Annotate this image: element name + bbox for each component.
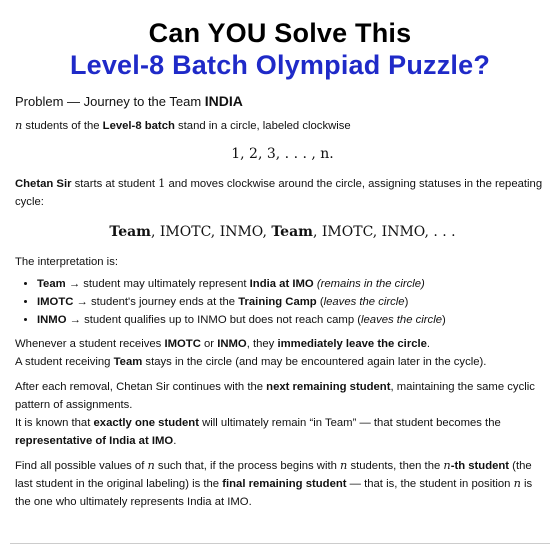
- text-italic: leaves the circle: [361, 314, 442, 326]
- known-fact: [15, 414, 550, 450]
- text: → student's journey ends at the: [73, 296, 239, 308]
- text: , they: [246, 338, 278, 350]
- text: stand in a circle, labeled clockwise: [174, 120, 351, 132]
- text: (the last student in the original labeling) is the: [15, 460, 532, 490]
- text: , maintaining the same cyclic pattern of assignments.: [15, 381, 535, 411]
- status-inmo: INMO: [37, 314, 67, 326]
- removal-rule: [15, 335, 550, 353]
- interpretation-label: The interpretation is:: [15, 256, 118, 268]
- text: will ultimately remain “in Team” — that student becomes the: [198, 417, 501, 429]
- text: (: [316, 296, 324, 308]
- text: is the one who ultimately represents India at IMO.: [15, 478, 533, 508]
- var-n: n: [443, 459, 451, 472]
- var-n: n: [147, 459, 155, 472]
- problem-body: [15, 92, 550, 511]
- stay-rule: [15, 353, 550, 371]
- text: .: [426, 338, 431, 350]
- problem-heading: [15, 92, 550, 111]
- text-bold: exactly one student: [93, 417, 199, 429]
- text-bold: final remaining student: [222, 478, 347, 490]
- text-italic: (remains in the circle): [316, 278, 425, 290]
- list-item: [37, 311, 550, 329]
- batch-name: Level-8 batch: [102, 120, 175, 132]
- text-bold: immediately leave the circle: [277, 338, 427, 350]
- text: ): [442, 314, 446, 326]
- interpretation-list: [15, 275, 550, 329]
- number-one: 1: [158, 177, 166, 190]
- list-item: [37, 275, 550, 293]
- text: Whenever a student receives: [15, 338, 165, 350]
- text: students of the: [22, 120, 103, 132]
- var-n: n: [340, 459, 348, 472]
- status-imotc: IMOTC: [37, 296, 74, 308]
- text-bold: INMO: [217, 338, 247, 350]
- text: stays in the circle (and may be encountered again later in the cycle).: [142, 356, 487, 368]
- text: After each removal, Chetan Sir continues with the: [15, 381, 267, 393]
- list-item: [37, 293, 550, 311]
- text: starts at student: [71, 178, 159, 190]
- continuation-rule: [15, 378, 550, 414]
- text: .: [173, 435, 177, 447]
- text: Find all possible values of: [15, 460, 148, 472]
- text: → student qualifies up to INMO but does not reach camp (: [66, 314, 361, 326]
- intro-paragraph: [15, 117, 550, 135]
- cycle-rest: , IMOTC, INMO,: [151, 224, 272, 240]
- text: ): [404, 296, 409, 308]
- headline-line-1: Can YOU Solve This: [148, 18, 412, 48]
- text-bold: representative of India at IMO: [15, 435, 174, 447]
- heading-india: INDIA: [204, 93, 243, 109]
- var-n: n: [513, 477, 521, 490]
- text: It is known that: [15, 417, 94, 429]
- cycle-team: Team: [109, 224, 151, 240]
- text-italic: leaves the circle: [323, 296, 405, 308]
- heading-text: Problem — Journey to the Team: [15, 94, 205, 109]
- cycle-paragraph: [15, 175, 550, 211]
- labels-display: 1, 2, 3, . . . , n.: [231, 146, 334, 162]
- var-n: n: [15, 119, 23, 132]
- text-bold: Training Camp: [238, 296, 317, 308]
- cycle-rest: , IMOTC, INMO, . . .: [312, 224, 456, 240]
- text: or: [200, 338, 218, 350]
- question-paragraph: [15, 457, 550, 511]
- teacher-name: Chetan Sir: [15, 178, 72, 190]
- text-bold: IMOTC: [164, 338, 201, 350]
- headline-line-2: Level-8 Batch Olympiad Puzzle?: [69, 50, 491, 80]
- text: students, then the: [347, 460, 444, 472]
- cycle-team: Team: [271, 224, 313, 240]
- text-bold: next remaining student: [266, 381, 391, 393]
- text-bold: India at IMO: [249, 278, 314, 290]
- text-bold: -th student: [450, 460, 510, 472]
- text: — that is, the student in position: [346, 478, 514, 490]
- text-bold: Team: [113, 356, 143, 368]
- text: A student receiving: [15, 356, 114, 368]
- bottom-divider: [10, 543, 550, 544]
- text: such that, if the process begins with: [154, 460, 341, 472]
- text: → student may ultimately represent: [65, 278, 250, 290]
- text: and moves clockwise around the circle, assigning statuses in the repeating cycle:: [15, 178, 543, 208]
- cycle-display: [15, 223, 550, 241]
- status-team: Team: [37, 278, 66, 290]
